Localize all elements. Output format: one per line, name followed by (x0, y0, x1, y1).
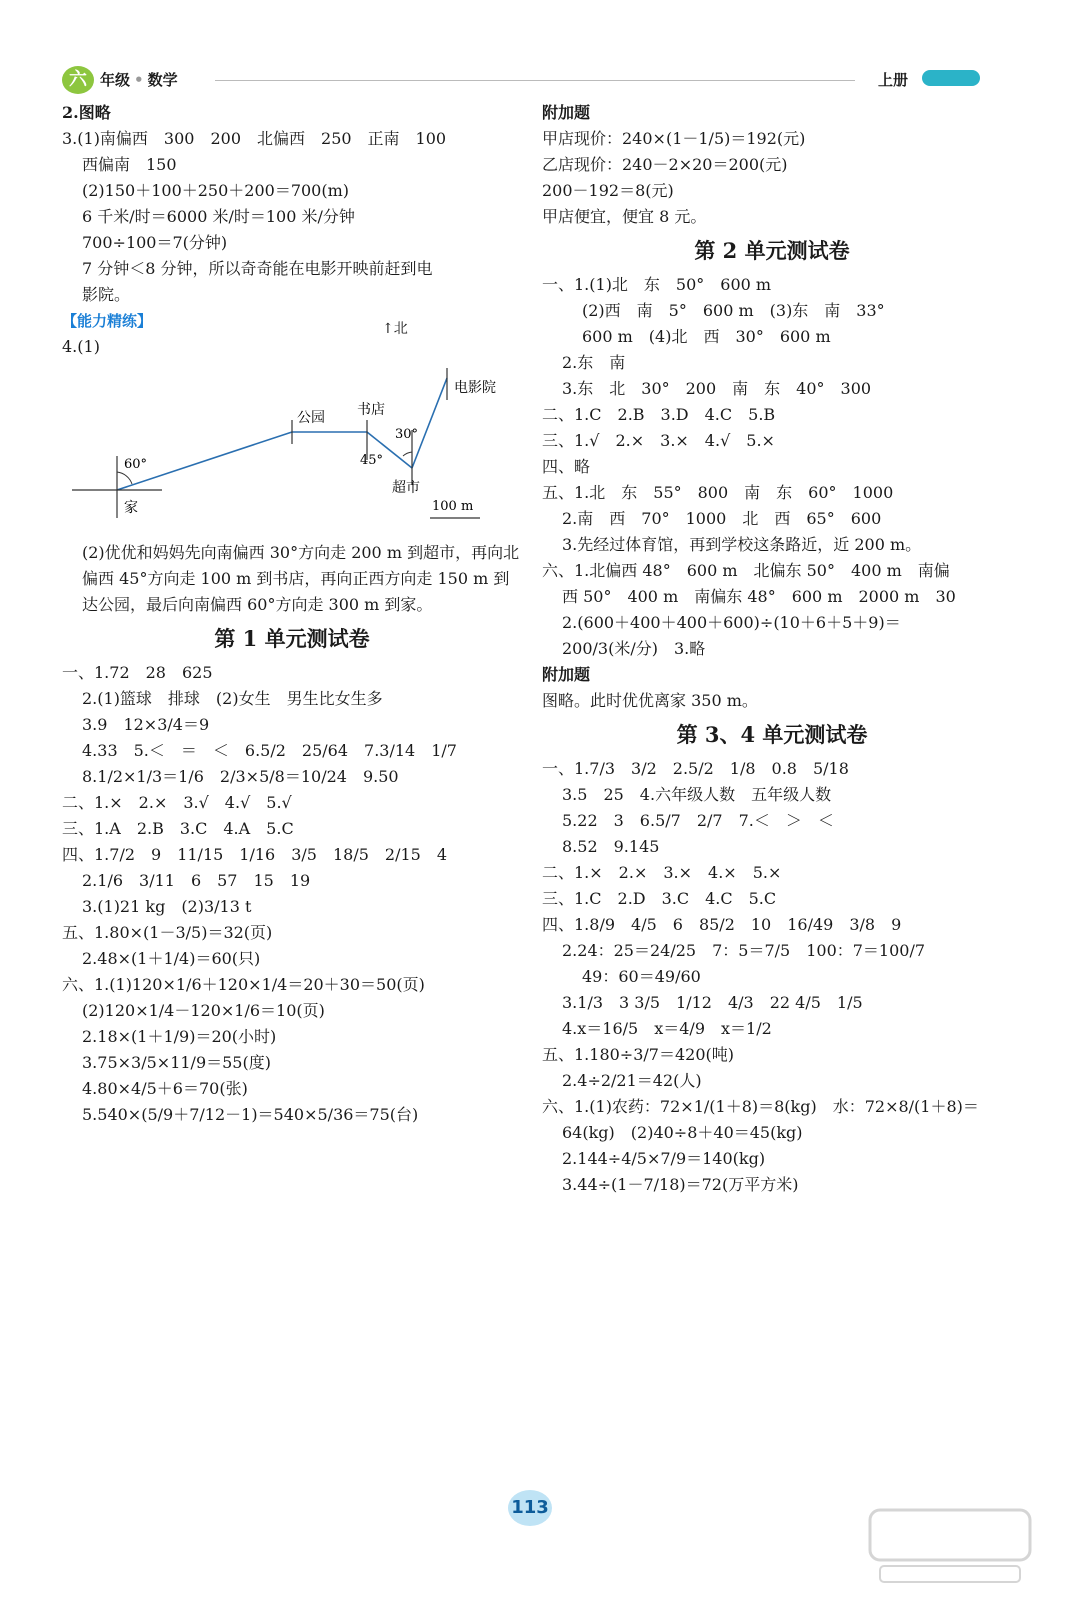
section-title-unit1: 第 1 单元测试卷 (214, 626, 370, 651)
volume-label: 上册 (878, 71, 909, 89)
route-svg (62, 360, 522, 540)
answer-line: (2)120×1/4－120×1/6＝10(页) (82, 1001, 325, 1020)
answer-line: 3.东 北 30° 200 南 东 40° 300 (562, 379, 872, 398)
answer-line: 六、1.(1)农药：72×1/(1＋8)＝8(kg) 水：72×8/(1＋8)＝ (542, 1097, 979, 1116)
left-column (62, 100, 522, 1128)
answer-line: 2.144÷4/5×7/9＝140(kg) (562, 1149, 766, 1168)
answer-line: 3.44÷(1－7/18)＝72(万平方米) (562, 1175, 799, 1194)
grade-subject: 年级 • 数学 (100, 71, 178, 89)
answer-line: 2.南 西 70° 1000 北 西 65° 600 (562, 509, 882, 528)
answer-line: 乙店现价：240－2×20＝200(元) (542, 155, 788, 174)
section-title-unit34: 第 3、4 单元测试卷 (676, 722, 868, 747)
right-column (542, 100, 1002, 1198)
answer-line: 一、1.7/3 3/2 2.5/2 1/8 0.8 5/18 (542, 759, 849, 778)
answer-line: 4.33 5.＜ ＝ ＜ 6.5/2 25/64 7.3/14 1/7 (82, 741, 457, 760)
market-label: 超市 (392, 480, 420, 496)
subject-text: 数学 (147, 71, 178, 89)
page-number: 113 (508, 1490, 552, 1526)
cinema-label: 电影院 (454, 380, 496, 396)
answer-line: 2.24：25＝24/25 7：5＝7/5 100：7＝100/7 (562, 941, 926, 960)
answer-line: 3.1/3 3 3/5 1/12 4/3 22 4/5 1/5 (562, 993, 863, 1012)
answer-line: 一、1.(1)北 东 50° 600 m (542, 275, 772, 294)
scale-label: 100 m (432, 499, 474, 514)
answer-line: 4.80×4/5＋6＝70(张) (82, 1079, 248, 1098)
answer-line: 图略。此时优优离家 350 m。 (542, 691, 758, 710)
answer-line: 3.先经过体育馆，再到学校这条路近，近 200 m。 (562, 535, 922, 554)
answer-line: 200/3(米/分) 3.略 (562, 639, 706, 658)
answer-line: 二、1.C 2.B 3.D 4.C 5.B (542, 405, 776, 424)
answer-line: 700÷100＝7(分钟) (82, 233, 228, 252)
answer-line: 一、1.72 28 625 (62, 663, 213, 682)
answer-line: 6 千米/时＝6000 米/时＝100 米/分钟 (82, 207, 355, 226)
brand-tag (922, 70, 980, 86)
answer-line: 200－192＝8(元) (542, 181, 674, 200)
answer-line: 3.75×3/5×11/9＝55(度) (82, 1053, 271, 1072)
answer-line: 8.52 9.145 (562, 837, 660, 856)
answer-line: 四、1.7/2 9 11/15 1/16 3/5 18/5 2/15 4 (62, 845, 448, 864)
home-label: 家 (124, 500, 138, 516)
answer-line: 7 分钟＜8 分钟，所以奇奇能在电影开映前赶到电 (82, 259, 433, 278)
route-explanation: (2)优优和妈妈先向南偏西 30°方向走 200 m 到超市，再向北偏西 45°方向走 100 m 到书店，再向正西方向走 150 m 到达公园，最后向南偏西 60°方向走 300 m 到家。 (82, 543, 520, 614)
answer-line: 四、略 (542, 457, 591, 476)
answer-line: 4.(1) (62, 337, 100, 356)
answer-line: 2.4÷2/21＝42(人) (562, 1071, 702, 1090)
answer-line: 西 50° 400 m 南偏东 48° 600 m 2000 m 30 (562, 587, 956, 606)
answer-line: 四、1.8/9 4/5 6 85/2 10 16/49 3/8 9 (542, 915, 902, 934)
answer-line: 三、1.C 2.D 3.C 4.C 5.C (542, 889, 777, 908)
answer-line: 甲店现价：240×(1－1/5)＝192(元) (542, 129, 806, 148)
answer-line: 2.(1)篮球 排球 (2)女生 男生比女生多 (82, 689, 383, 708)
answer-line: 影院。 (82, 285, 131, 304)
answer-line: 5.540×(5/9＋7/12－1)＝540×5/36＝75(台) (82, 1105, 419, 1124)
answer-line: 3.9 12×3/4＝9 (82, 715, 210, 734)
answer-line: 2.1/6 3/11 6 57 15 19 (82, 871, 311, 890)
extra-title: 附加题 (542, 103, 591, 122)
answer-line: 甲店便宜，便宜 8 元。 (542, 207, 707, 226)
grade-text: 年级 (100, 71, 131, 89)
answer-line: 三、1.√ 2.× 3.× 4.√ 5.× (542, 431, 775, 450)
answer-line: 六、1.北偏西 48° 600 m 北偏东 50° 400 m 南偏 (542, 561, 950, 580)
answer-line: 3.(1)南偏西 300 200 北偏西 250 正南 100 (62, 129, 447, 148)
answer-line: (2)西 南 5° 600 m (3)东 南 33° (582, 301, 885, 320)
answer-line: 2.东 南 (562, 353, 626, 372)
answer-line: 2.48×(1＋1/4)＝60(只) (82, 949, 261, 968)
header-rule (215, 80, 855, 81)
watermark-logo (860, 1500, 1040, 1590)
section-tag: 【能力精练】 (62, 312, 153, 330)
answer-line: 2.图略 (62, 103, 111, 122)
answer-line: 二、1.× 2.× 3.× 4.× 5.× (542, 863, 782, 882)
answer-line: 49：60＝49/60 (582, 967, 701, 986)
grade-badge: 六 (62, 66, 94, 94)
answer-line: 三、1.A 2.B 3.C 4.A 5.C (62, 819, 294, 838)
extra-title: 附加题 (542, 665, 591, 684)
answer-line: 3.5 25 4.六年级人数 五年级人数 (562, 785, 832, 804)
answer-line: 2.(600＋400＋400＋600)÷(10＋6＋5＋9)＝ (562, 613, 901, 632)
answer-line: 4.x＝16/5 x＝4/9 x＝1/2 (562, 1019, 772, 1038)
north-label: ↑北 (382, 321, 408, 337)
answer-line: 六、1.(1)120×1/6＋120×1/4＝20＋30＝50(页) (62, 975, 425, 994)
answer-line: 5.22 3 6.5/7 2/7 7.＜ ＞ ＜ (562, 811, 834, 830)
bookstore-label: 书店 (357, 402, 385, 418)
angle-30-label: 30° (395, 427, 419, 442)
answer-line: 8.1/2×1/3＝1/6 2/3×5/8＝10/24 9.50 (82, 767, 399, 786)
answer-line: 600 m (4)北 西 30° 600 m (582, 327, 831, 346)
answer-line: 西偏南 150 (82, 155, 177, 174)
angle-45-label: 45° (360, 453, 384, 468)
park-label: 公园 (297, 410, 325, 426)
angle-60-label: 60° (124, 457, 148, 472)
answer-line: 五、1.北 东 55° 800 南 东 60° 1000 (542, 483, 894, 502)
answer-line: 五、1.80×(1－3/5)＝32(页) (62, 923, 273, 942)
section-title-unit2: 第 2 单元测试卷 (694, 238, 850, 263)
answer-line: (2)150＋100＋250＋200＝700(m) (82, 181, 350, 200)
answer-line: 64(kg) (2)40÷8＋40＝45(kg) (562, 1123, 803, 1142)
answer-line: 3.(1)21 kg (2)3/13 t (82, 897, 252, 916)
answer-line: 五、1.180÷3/7＝420(吨) (542, 1045, 734, 1064)
answer-line: 2.18×(1＋1/9)＝20(小时) (82, 1027, 277, 1046)
answer-line: 二、1.× 2.× 3.√ 4.√ 5.√ (62, 793, 292, 812)
